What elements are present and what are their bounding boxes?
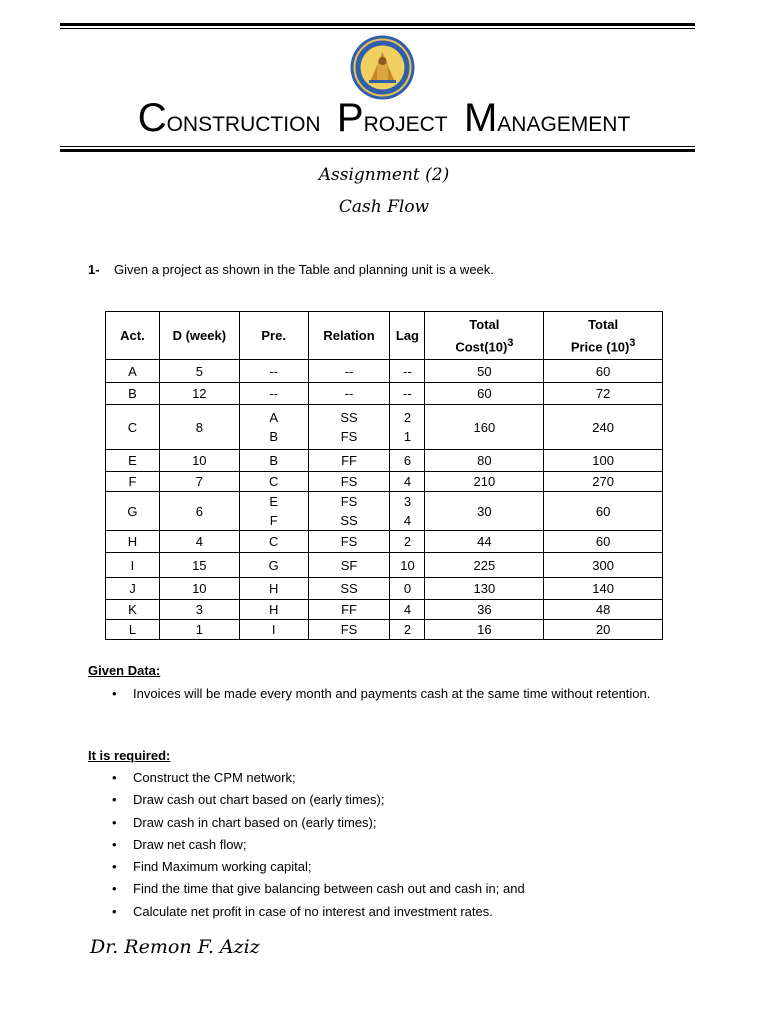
cell-duration: 10 — [159, 578, 239, 600]
cell-relation-line: -- — [344, 386, 354, 401]
cell-total-cost: 80 — [425, 450, 544, 472]
bottom-rule-thick — [60, 149, 695, 152]
cell-lag-line: 2 — [403, 410, 412, 425]
cell-lag — [390, 531, 425, 553]
cell-relation — [308, 578, 390, 600]
cell-act: F — [106, 472, 160, 492]
cell-total-price: 300 — [544, 553, 663, 578]
title-word-construction: Construction — [137, 96, 321, 140]
table-header-row — [106, 312, 663, 360]
cell-act: A — [106, 360, 160, 383]
cell-duration: 7 — [159, 472, 239, 492]
cell-total-cost: 210 — [425, 472, 544, 492]
list-item: • Calculate net profit in case of no interest and investment rates. — [112, 901, 679, 923]
title-word-management: Management — [463, 96, 631, 140]
cell-relation — [308, 450, 390, 472]
cell-duration: 8 — [159, 405, 239, 450]
table-row — [106, 450, 663, 472]
list-item: • Find the time that give balancing between cash out and cash in; and — [112, 878, 679, 900]
cell-predecessor — [239, 383, 308, 405]
cell-lag — [390, 492, 425, 531]
cell-predecessor — [239, 450, 308, 472]
cell-relation-line: FS — [340, 534, 358, 549]
table-row — [106, 472, 663, 492]
cell-total-cost: 36 — [425, 600, 544, 620]
cell-act: E — [106, 450, 160, 472]
cell-predecessor — [239, 360, 308, 383]
cell-duration: 5 — [159, 360, 239, 383]
cell-lag — [390, 578, 425, 600]
cell-predecessor-line: I — [271, 622, 276, 637]
cell-act: L — [106, 620, 160, 640]
cell-duration: 4 — [159, 531, 239, 553]
cell-predecessor-line: C — [268, 474, 279, 489]
cell-relation — [308, 405, 390, 450]
cell-predecessor-line: C — [268, 534, 279, 549]
table-row — [106, 405, 663, 450]
cell-relation — [308, 600, 390, 620]
cell-lag-line: 3 — [403, 494, 412, 509]
cell-relation — [308, 531, 390, 553]
cell-relation-line: SS — [340, 581, 358, 596]
cell-total-price: 100 — [544, 450, 663, 472]
cell-predecessor-line: F — [269, 513, 278, 528]
cell-relation-line: FF — [341, 453, 357, 468]
cell-total-cost: 30 — [425, 492, 544, 531]
cell-lag — [390, 405, 425, 450]
question-text: Given a project as shown in the Table and planning unit is a week. — [114, 262, 494, 277]
cell-predecessor-line: B — [269, 429, 278, 444]
cell-lag-line: 2 — [403, 534, 412, 549]
cell-total-price: 270 — [544, 472, 663, 492]
cell-duration: 15 — [159, 553, 239, 578]
list-item: • Draw cash in chart based on (early times); — [112, 812, 679, 834]
header-predecessor: Pre. — [239, 312, 308, 360]
cell-total-price: 240 — [544, 405, 663, 450]
cell-lag-line: 1 — [403, 429, 412, 444]
cell-predecessor — [239, 553, 308, 578]
question-1 — [88, 262, 494, 277]
cell-relation-line: FS — [340, 429, 358, 444]
cell-predecessor — [239, 492, 308, 531]
cell-predecessor-line: A — [269, 410, 278, 425]
given-data-heading: Given Data: — [88, 663, 161, 678]
header-relation: Relation — [308, 312, 390, 360]
header-duration: D (week) — [159, 312, 239, 360]
cell-relation-line: FS — [340, 622, 358, 637]
table-row — [106, 620, 663, 640]
cell-duration: 6 — [159, 492, 239, 531]
required-heading: It is required: — [88, 748, 171, 763]
cell-predecessor-line: E — [269, 494, 278, 509]
university-seal-logo — [349, 34, 416, 101]
cell-act: B — [106, 383, 160, 405]
cell-relation-line: SF — [340, 557, 358, 573]
cell-lag-line: 0 — [403, 581, 412, 596]
cell-lag — [390, 472, 425, 492]
cell-act: C — [106, 405, 160, 450]
cell-lag — [390, 450, 425, 472]
cell-lag — [390, 600, 425, 620]
cell-act: I — [106, 553, 160, 578]
cell-total-price: 72 — [544, 383, 663, 405]
cell-duration: 1 — [159, 620, 239, 640]
cell-predecessor-line: H — [268, 581, 279, 596]
table-row — [106, 578, 663, 600]
list-item: • Draw net cash flow; — [112, 834, 679, 856]
cell-predecessor-line: B — [269, 453, 278, 468]
cell-lag-line: 2 — [403, 622, 412, 637]
cell-lag — [390, 553, 425, 578]
cell-relation — [308, 383, 390, 405]
cell-lag-line: 6 — [403, 453, 412, 468]
list-item: • Find Maximum working capital; — [112, 856, 679, 878]
list-item: • Construct the CPM network; — [112, 767, 679, 789]
title-word-project: Project — [336, 96, 448, 140]
cell-relation-line: FF — [341, 602, 357, 617]
cell-predecessor — [239, 472, 308, 492]
cell-relation-line: -- — [344, 363, 354, 379]
table-row — [106, 600, 663, 620]
cell-duration: 10 — [159, 450, 239, 472]
cell-total-cost: 44 — [425, 531, 544, 553]
cell-duration: 3 — [159, 600, 239, 620]
cell-predecessor-line: -- — [269, 363, 278, 379]
cell-total-price: 60 — [544, 360, 663, 383]
cell-lag — [390, 620, 425, 640]
cell-predecessor — [239, 405, 308, 450]
cell-total-cost: 130 — [425, 578, 544, 600]
cell-predecessor — [239, 578, 308, 600]
cell-total-price: 20 — [544, 620, 663, 640]
cell-act: H — [106, 531, 160, 553]
cell-relation — [308, 620, 390, 640]
cell-relation-line: FS — [340, 474, 358, 489]
cell-total-cost: 60 — [425, 383, 544, 405]
cell-act: G — [106, 492, 160, 531]
cell-total-cost: 16 — [425, 620, 544, 640]
cell-total-cost: 225 — [425, 553, 544, 578]
cell-relation-line: FS — [340, 494, 358, 509]
question-number: 1- — [88, 262, 100, 277]
table-row — [106, 553, 663, 578]
cell-lag-line: 4 — [403, 602, 412, 617]
cell-relation-line: SS — [340, 513, 358, 528]
cell-total-price: 48 — [544, 600, 663, 620]
cell-lag-line: -- — [403, 386, 412, 401]
cell-total-cost: 160 — [425, 405, 544, 450]
cell-lag — [390, 383, 425, 405]
required-list — [112, 767, 679, 923]
table-row — [106, 360, 663, 383]
cell-relation-line: SS — [340, 410, 358, 425]
cost-exponent: 3 — [507, 336, 514, 349]
table-row — [106, 531, 663, 553]
cell-predecessor-line: G — [268, 557, 279, 573]
top-rule-thin — [60, 28, 695, 29]
price-exponent: 3 — [629, 336, 636, 349]
document-title — [0, 92, 768, 148]
cell-lag-line: 10 — [400, 557, 415, 573]
list-item: • Draw cash out chart based on (early times); — [112, 789, 679, 811]
cell-act: K — [106, 600, 160, 620]
cell-predecessor-line: H — [268, 602, 279, 617]
bottom-rule-thin — [60, 146, 695, 147]
top-rule-thick — [60, 23, 695, 26]
cell-total-price: 60 — [544, 492, 663, 531]
cell-lag — [390, 360, 425, 383]
cost-label: Total Cost(10) — [455, 316, 508, 355]
cell-predecessor-line: -- — [269, 386, 278, 401]
cell-lag-line: 4 — [403, 474, 412, 489]
header-act: Act. — [106, 312, 160, 360]
assignment-number: Assignment (2) — [318, 165, 450, 185]
header-lag: Lag — [390, 312, 425, 360]
cell-relation — [308, 472, 390, 492]
assignment-topic: Cash Flow — [338, 197, 430, 217]
cell-predecessor — [239, 620, 308, 640]
given-data-list — [112, 683, 679, 705]
cell-predecessor — [239, 600, 308, 620]
cell-act: J — [106, 578, 160, 600]
header-total-cost — [425, 312, 544, 360]
price-label: Total Price (10) — [570, 316, 630, 355]
cell-total-cost: 50 — [425, 360, 544, 383]
cell-lag-line: -- — [403, 363, 412, 379]
header-total-price — [544, 312, 663, 360]
cell-total-price: 60 — [544, 531, 663, 553]
author-signature: Dr. Remon F. Aziz — [90, 936, 260, 958]
cell-relation — [308, 553, 390, 578]
cell-total-price: 140 — [544, 578, 663, 600]
activities-table — [105, 311, 663, 640]
list-item: • Invoices will be made every month and payments cash at the same time without retention. — [112, 683, 679, 705]
cell-relation — [308, 492, 390, 531]
cell-lag-line: 4 — [403, 513, 412, 528]
cell-predecessor — [239, 531, 308, 553]
cell-duration: 12 — [159, 383, 239, 405]
table-row — [106, 383, 663, 405]
table-row — [106, 492, 663, 531]
cell-relation — [308, 360, 390, 383]
